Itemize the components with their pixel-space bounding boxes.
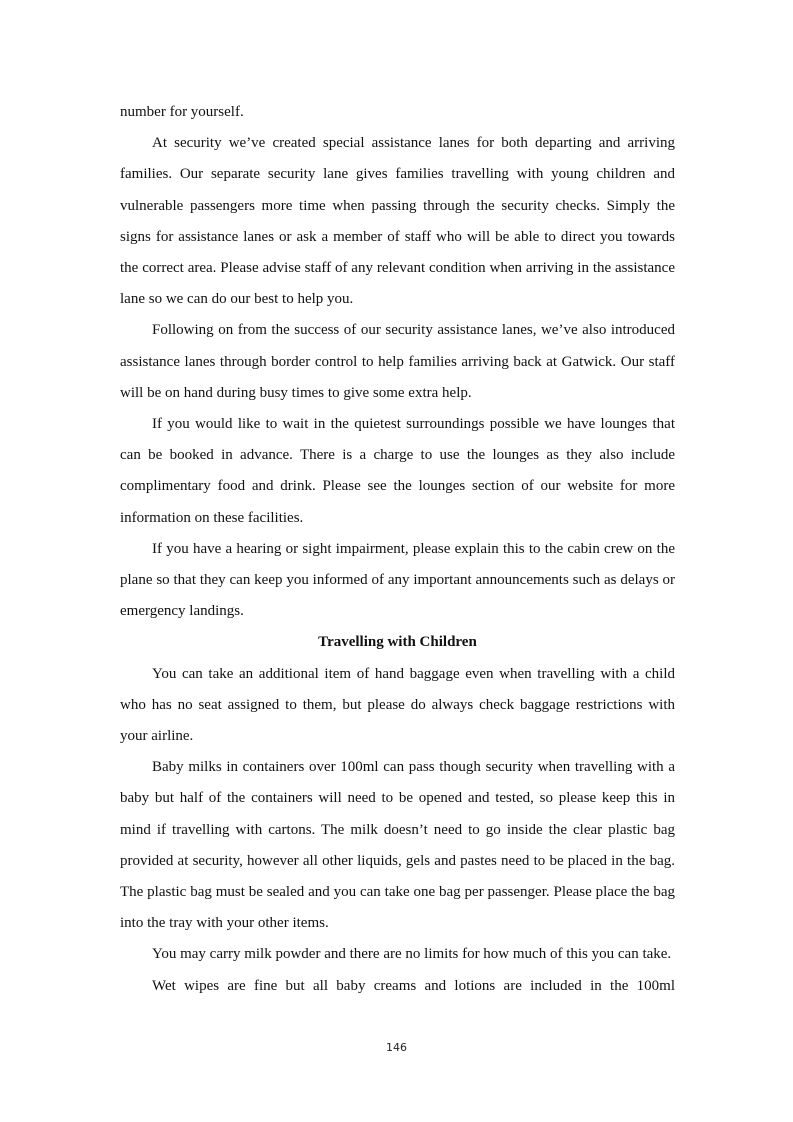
paragraph-baby-milks: Baby milks in containers over 100ml can pass though security when travelling with a baby but half of the containers will need to be opened and tested, so please keep this in mind if travelling with cartons. The milk doesn’t need to go inside the clear plastic bag provided at security, however all other liquids, gels and pastes need to be placed in the bag. The plastic bag must be sealed and you can take one bag per passenger. Please place the bag into the tray with your other items. (120, 759, 675, 932)
paragraph-security-lanes: At security we’ve created special assistance lanes for both departing and arriving families. Our separate security lane gives families travelling with young children and vulnerable passengers more time when passing through the security checks. Simply the signs for assistance lanes or ask a member of staff who will be able to direct you towards the correct area. Please advise staff of any relevant condition when arriving in the assistance lane so we can do our best to help you. (120, 135, 675, 308)
paragraph-milk-powder: You may carry milk powder and there are no limits for how much of this you can take. (152, 946, 672, 963)
paragraph-hand-baggage: You can take an additional item of hand baggage even when travelling with a child who has no seat assigned to them, but please do always check baggage restrictions with your airline. (120, 665, 675, 745)
paragraph-hearing-sight: If you have a hearing or sight impairment, please explain this to the cabin crew on the plane so that they can keep you informed of any important announcements such as delays or emergency landings. (120, 540, 675, 620)
paragraph-lounges: If you would like to wait in the quietest surroundings possible we have lounges that can be booked in advance. There is a charge to use the lounges as they also include complimentary food and drink. Please see the lounges section of our website for more information on these facilities. (120, 416, 675, 526)
document-body (120, 97, 675, 1002)
paragraph-border-control: Following on from the success of our security assistance lanes, we’ve also introduced assistance lanes through border control to help families arriving back at Gatwick. Our staff will be on hand during busy times to give some extra help. (120, 322, 675, 401)
section-heading: Travelling with Children (318, 634, 477, 651)
paragraph-wet-wipes: Wet wipes are fine but all baby creams and lotions are included in the 100ml (152, 977, 675, 994)
paragraph-continuation: number for yourself. (120, 104, 244, 120)
page-number: 146 (386, 1041, 407, 1054)
